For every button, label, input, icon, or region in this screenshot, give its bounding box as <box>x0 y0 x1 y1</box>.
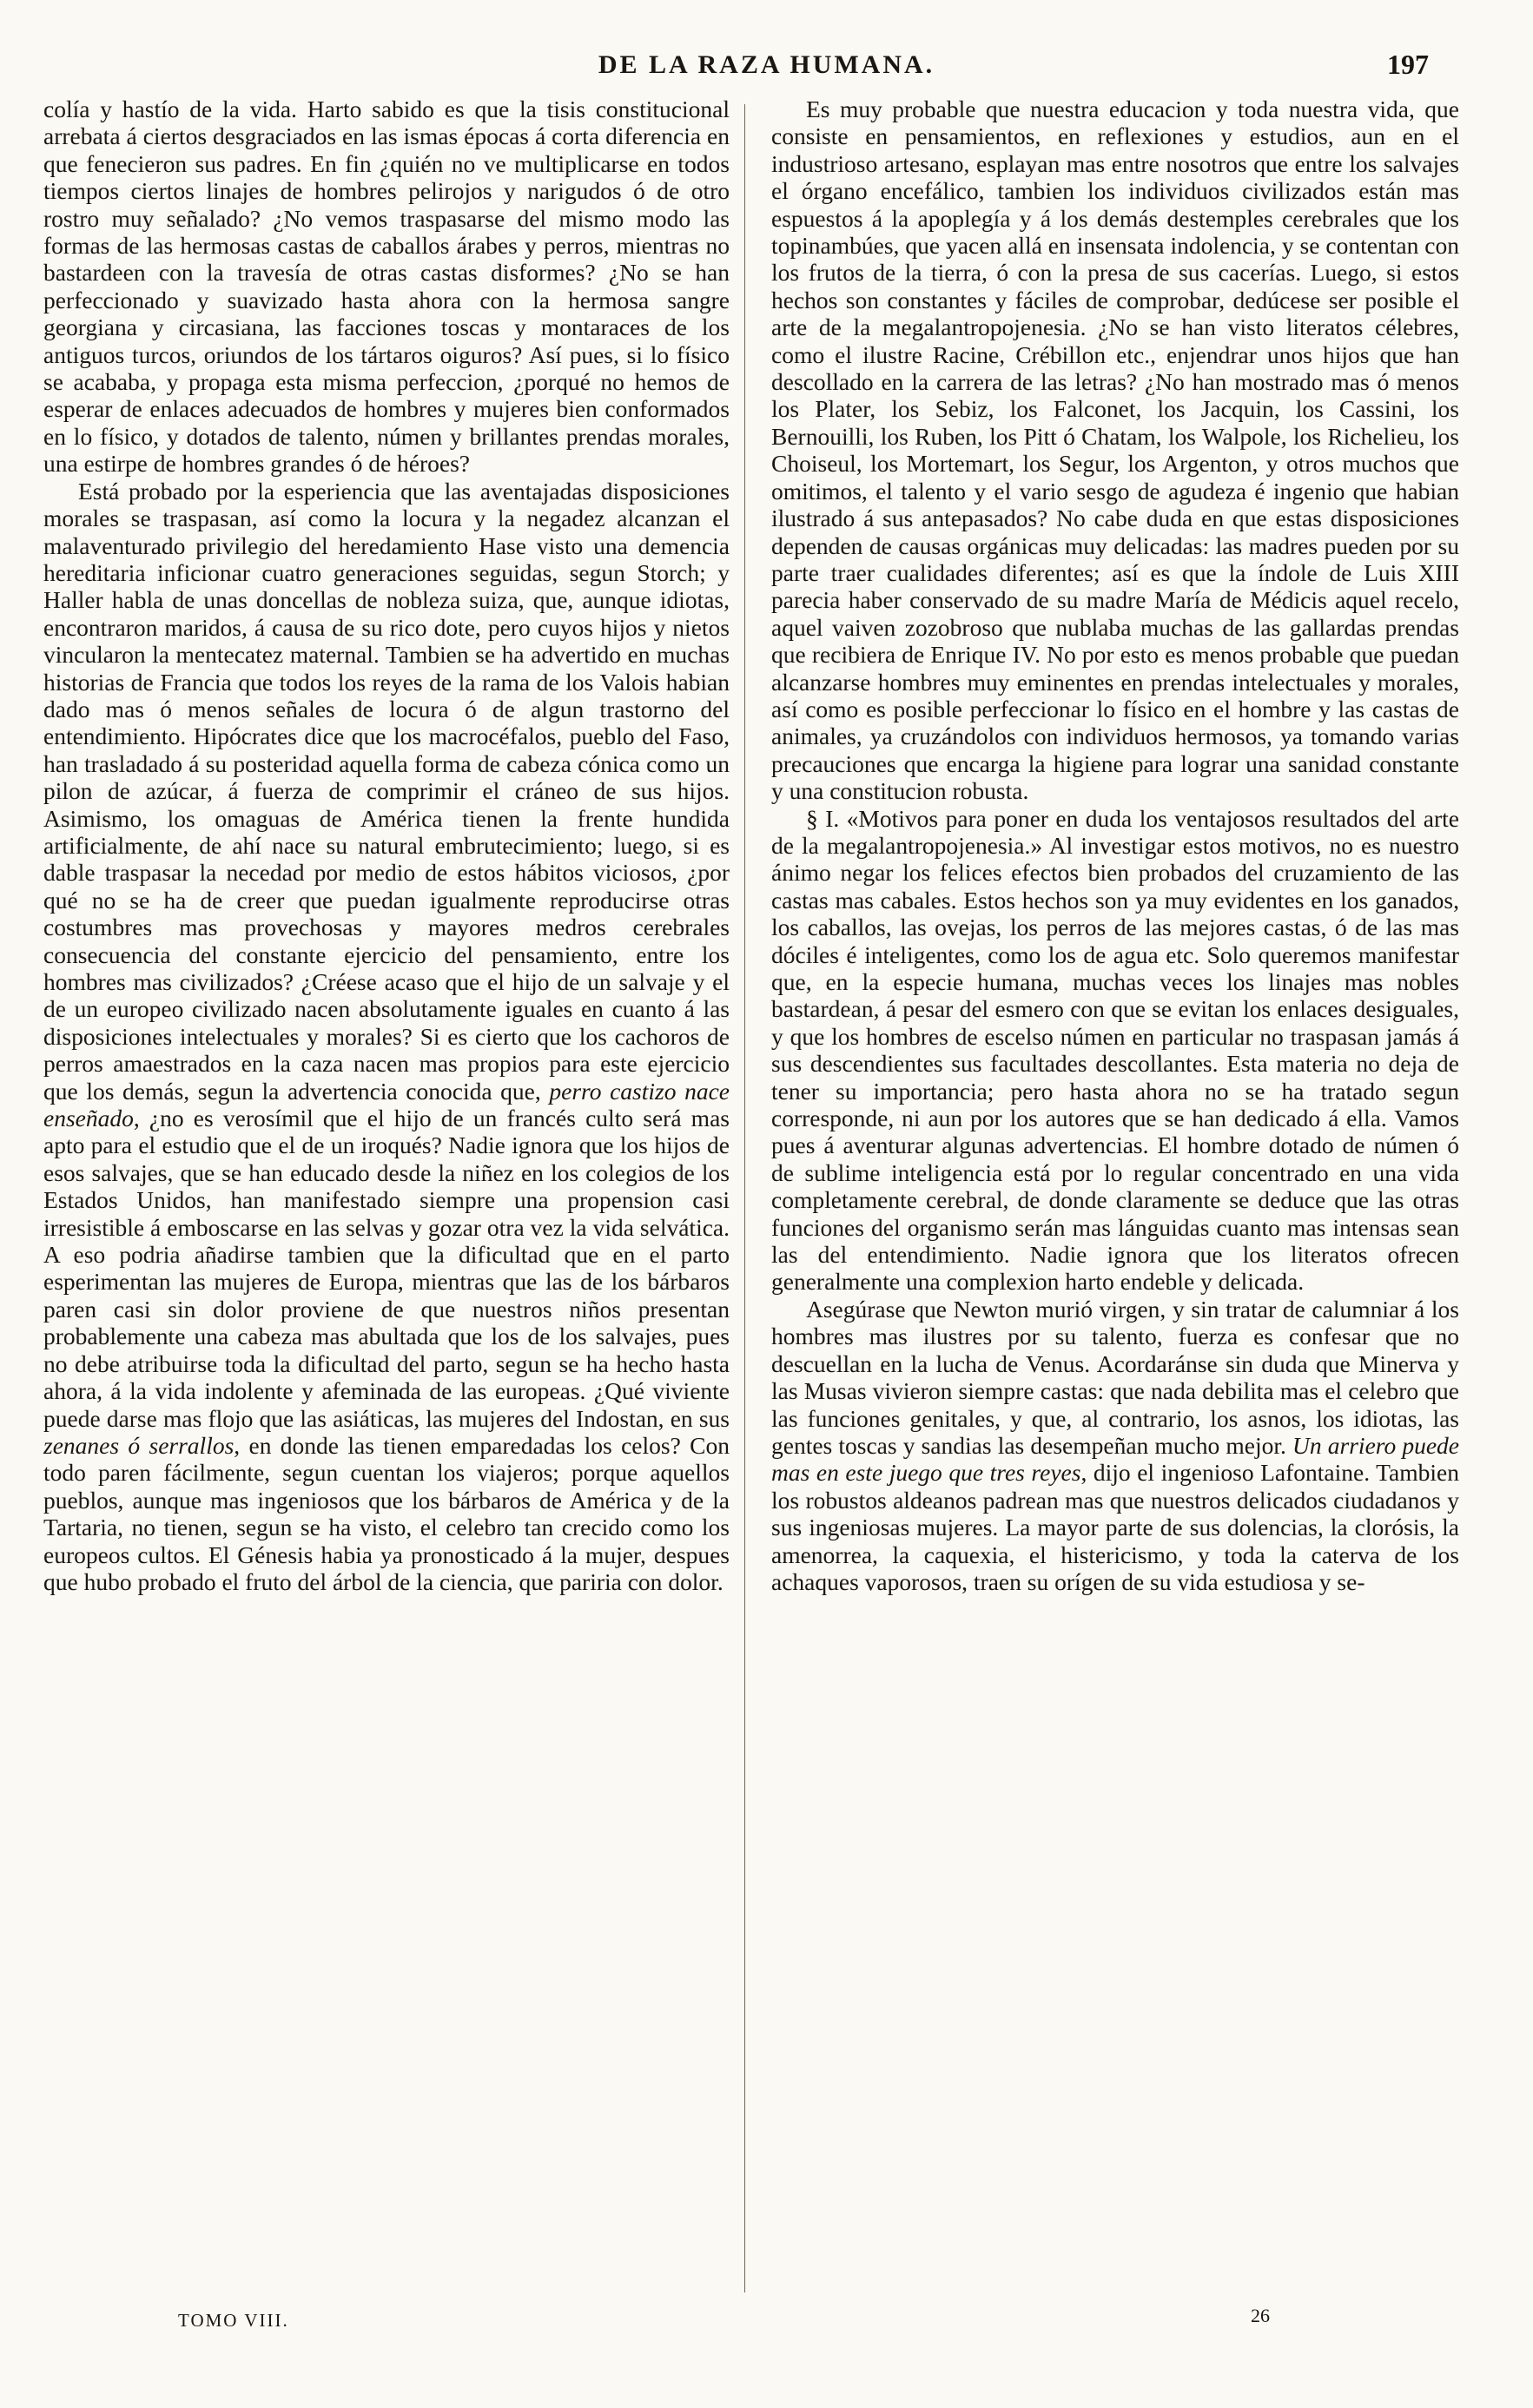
left-paragraph-2-text-c: , en donde las tienen emparedadas los celos? Con todo paren fácilmente, segun cuentan los viajeros; porque aquellos pueblos, aunque mas ingeniosos que los bárbaros de América y de la Tartaria, no tienen, segun se ha visto, el celebro tan crecido como los europeos cultos. El Génesis habia ya pronosticado á la mujer, despues que hubo probado el fruto del árbol de la ciencia, que pariria con dolor. <box>43 1431 730 1595</box>
right-paragraph-3 <box>771 1296 1459 1595</box>
left-paragraph-2-italic-2: zenanes ó serrallos <box>43 1431 235 1459</box>
running-title: DE LA RAZA HUMANA. <box>598 50 935 79</box>
right-column <box>771 96 1459 1595</box>
right-paragraph-1 <box>771 96 1459 805</box>
left-paragraph-2-italic-1: perro castizo nace enseñado <box>43 1077 730 1132</box>
column-divider <box>744 104 745 2293</box>
left-column <box>43 96 730 1595</box>
right-paragraph-2 <box>771 805 1459 1296</box>
right-paragraph-3-italic: Un arriero puede mas en este juego que tres reyes <box>771 1431 1459 1487</box>
left-paragraph-2-text-b: , ¿no es verosímil que el hijo de un francés culto será mas apto para el estudio que el de un iroqués? Nadie ignora que los hijos de esos salvajes, que se han educado desde la niñez en los colegios de los Estados Unidos, han manifestado siempre una propension casi irresistible á emboscarse en las selvas y gozar otra vez la vida selvática. A eso podria añadirse tambien que la dificultad que en el parto esperimentan las mujeres de Europa, mientras que las de los bárbaros paren casi sin dolor proviene de que nuestros niños presentan probablemente una cabeza mas abultada que los de los salvajes, pues no debe atribuirse toda la dificultad del parto, segun se ha hecho hasta ahora, á la vida indolente y afeminada de las europeas. ¿Qué viviente puede darse mas flojo que las asiáticas, las mujeres del Indostan, en sus <box>43 1105 730 1432</box>
right-paragraph-1-text: Es muy probable que nuestra educacion y toda nuestra vida, que consiste en pensamientos, en reflexiones y estudios, aun en el industrioso artesano, esplayan mas entre nosotros que entre los salvajes el órgano encefálico, tambien los individuos civilizados están mas espuestos á la apoplegía y á los demás destemples cerebrales que los topinambúes, que yacen allá en insensata indolencia, y se contentan con los frutos de la tierra, ó con la presa de sus cacerías. Luego, si estos hechos son constantes y fáciles de comprobar, dedúcese ser posible el arte de la megalantropojenesia. ¿No se han visto literatos célebres, como el ilustre Racine, Crébillon etc., enjendrar unos hijos que han descollado en la carrera de las letras? ¿No han mostrado mas ó menos los Plater, los Sebiz, los Falconet, los Jacquin, los Cassini, los Bernouilli, los Ruben, los Pitt ó Chatam, los Walpole, los Richelieu, los Choiseul, los Mortemart, los Segur, los Argenton, y otros muchos que omitimos, el talento y el vario sesgo de agudeza é ingenio que habian ilustrado á sus antepasados? No cabe duda en que estas disposiciones dependen de causas orgánicas muy delicadas: las madres pueden por su parte traer cualidades diferentes; así es que la índole de Luis XIII parecia haber conservado de su madre María de Médicis aquel recelo, aquel vaiven zozobroso que nublaba muchas de las gallardas prendas que recibiera de Enrique IV. No por esto es menos probable que puedan alcanzarse hombres muy eminentes en prendas intelectuales y morales, así como es posible perfeccionar lo físico en el hombre y las castas de animales, ya cruzándolos con individuos hermosos, ya tomando varias precauciones que encarga la higiene para lograr una sanidad constante y una constitucion robusta. <box>771 96 1459 805</box>
right-paragraph-3-text-b: , dijo el ingenioso Lafontaine. Tambien los robustos aldeanos padrean mas que nuestros delicados ciudadanos y sus ingeniosas mujeres. La mayor parte de sus dolencias, la clorósis, la amenorrea, la caquexia, el histericismo, y toda la caterva de los achaques vaporosos, traen su orígen de su vida estudiosa y se- <box>771 1459 1459 1595</box>
page-number: 197 <box>1387 49 1429 80</box>
left-paragraph-2-text-a: Está probado por la esperiencia que las aventajadas disposiciones morales se traspasan, así como la locura y la negadez alcanzan el malaventurado privilegio del heredamiento Hase visto una demencia hereditaria inficionar cuatro generaciones seguidas, segun Storch; y Haller habla de unas doncellas de nobleza suiza, que, aunque idiotas, encontraron maridos, á causa de su rico dote, pero cuyos hijos y nietos vincularon la mentecatez maternal. Tambien se ha advertido en muchas historias de Francia que todos los reyes de la rama de los Valois habian dado mas ó menos señales de locura ó de algun trastorno del entendimiento. Hipócrates dice que los macrocéfalos, pueblo del Faso, han trasladado á su posteridad aquella forma de cabeza cónica como un pilon de azúcar, á fuerza de comprimir el cráneo de sus hijos. Asimismo, los omaguas de América tienen la frente hundida artificialmente, de ahí nace su natural embrutecimiento; luego, si es dable traspasar la necedad por medio de estos hábitos viciosos, ¿por qué no se ha de creer que puedan igualmente reproducirse otras costumbres mas provechosas y mayores medros cerebrales consecuencia del constante ejercicio del pensamiento, entre los hombres mas civilizados? ¿Créese acaso que el hijo de un salvaje y el de un europeo civilizado nacen absolutamente iguales en cuanto á las disposiciones intelectuales y morales? Si es cierto que los cachoros de perros amaestrados en la caza nacen mas propios para este ejercicio que los demás, segun la advertencia conocida que, <box>43 477 730 1105</box>
footer-signature: 26 <box>1251 2305 1270 2326</box>
left-paragraph-2 <box>43 478 730 1596</box>
left-paragraph-1-text: colía y hastío de la vida. Harto sabido es que la tisis constitucional arrebata á ciertos desgraciados en las ismas épocas á corta diferencia en que fenecieron sus padres. En fin ¿quién no ve multiplicarse en todos tiempos ciertos linajes de hombres pelirojos y narigudos ó de otro rostro muy señalado? ¿No vemos traspasarse del mismo modo las formas de las hermosas castas de caballos árabes y perros, mientras no bastardeen con la travesía de otras castas disformes? ¿No se han perfeccionado y suavizado hasta ahora con la hermosa sangre georgiana y circasiana, las facciones toscas y montaraces de los antiguos turcos, oriundos de los tártaros oiguros? Así pues, si lo físico se acababa, y propaga esta misma perfeccion, ¿porqué no hemos de esperar de enlaces adecuados de hombres y mujeres bien conformados en lo físico, y dotados de talento, númen y brillantes prendas morales, una estirpe de hombres grandes ó de héroes? <box>43 96 730 478</box>
footer-volume: TOMO VIII. <box>178 2310 289 2331</box>
right-paragraph-3-text-a: Asegúrase que Newton murió virgen, y sin tratar de calumniar á los hombres mas ilustres por su talento, fuerza es confesar que no descuellan en la lucha de Venus. Acordaránse sin duda que Minerva y las Musas vivieron siempre castas: que nada debilita mas el celebro que las funciones genitales, y que, al contrario, los asnos, los idiotas, las gentes toscas y sandias las desempeñan mucho mejor. <box>771 1295 1459 1459</box>
running-head <box>0 50 1533 85</box>
left-paragraph-1 <box>43 96 730 478</box>
right-paragraph-2-text: § I. «Motivos para poner en duda los ventajosos resultados del arte de la megalantropojenesia.» Al investigar estos motivos, no es nuestro ánimo negar los felices efectos bien probados del cruzamiento de las castas mas cabales. Estos hechos son ya muy evidentes en los ganados, los caballos, las ovejas, los perros de las mejores castas, ó de las mas dóciles é inteligentes, como los de agua etc. Solo queremos manifestar que, en la especie humana, muchas veces los linajes mas nobles bastardean, á pesar del esmero con que se evitan los enlaces desiguales, y que los hombres de escelso númen en particular no traspasan jamás á sus descendientes sus facultades descollantes. Esta materia no deja de tener su importancia; pero hasta ahora no se ha tratado segun corresponde, ni aun por los autores que se han dedicado á ella. Vamos pues á aventurar algunas advertencias. El hombre dotado de númen ó de sublime inteligencia está por lo regular concentrado en una vida completamente cerebral, de donde claramente se deduce que las otras funciones del organismo serán mas lánguidas cuanto mas intensas sean las del entendimiento. Nadie ignora que los literatos ofrecen generalmente una complexion harto endeble y delicada. <box>771 804 1459 1296</box>
